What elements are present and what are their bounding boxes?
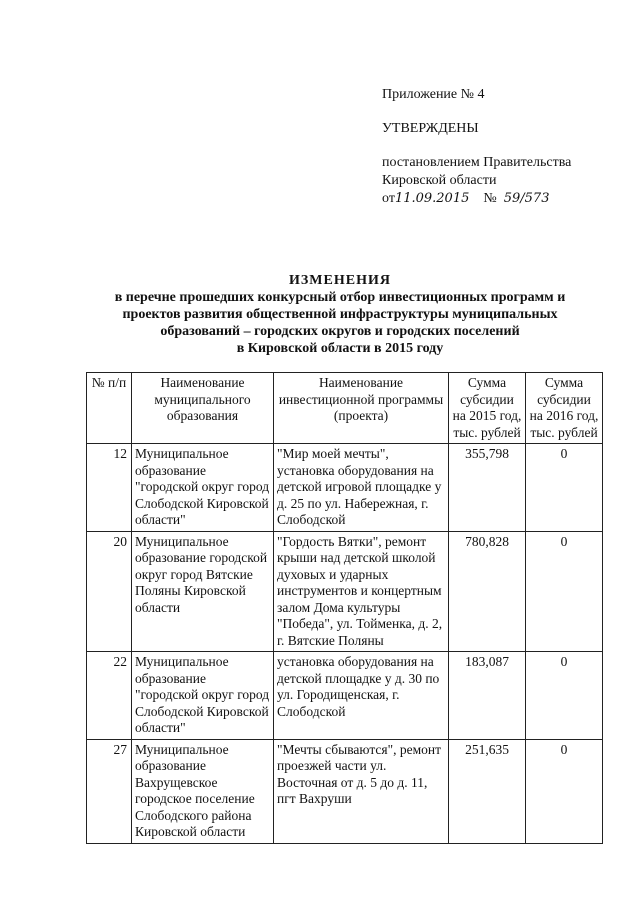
row-program: установка оборудования на детской площадке у д. 30 по ул. Городищенская, г. Слободской [274,652,449,740]
approved-label: УТВЕРЖДЕНЫ [382,121,479,136]
changes-table [86,372,603,844]
table-header-row [87,373,603,444]
col-header-number: № п/п [87,373,132,444]
date-prefix: от [382,191,395,206]
row-sum-2016: 0 [526,444,603,532]
row-program: "Гордость Вятки", ремонт крыши над детской школой духовых и ударных инструментов и концертным залом Дома культуры "Победа", ул. Тойменка, д. 2, г. Вятские Поляны [274,531,449,652]
title-line-4: в Кировской области в 2015 году [236,341,444,356]
row-sum-2015: 251,635 [449,739,526,843]
row-municipality: Муниципальное образование "городской округ город Слободской Кировской области" [132,444,274,532]
row-sum-2016: 0 [526,739,603,843]
row-number: 27 [87,739,132,843]
title-line-2: проектов развития общественной инфраструктуры муниципальных [122,307,558,322]
handwritten-date: 11.09.2015 [394,191,470,206]
table-row [87,444,603,532]
col-header-sum-2016: Сумма субсидии на 2016 год, тыс. рублей [526,373,603,444]
row-municipality: Муниципальное образование городской округ город Вятские Поляны Кировской области [132,531,274,652]
table-row [87,652,603,740]
title-main: ИЗМЕНЕНИЯ [289,273,391,288]
col-header-municipality: Наименование муниципального образования [132,373,274,444]
approval-header [382,86,632,208]
title-line-3: образований – городских округов и городских поселений [160,324,520,339]
approved-by-line-1: постановлением Правительства [382,155,572,170]
row-sum-2015: 780,828 [449,531,526,652]
row-number: 20 [87,531,132,652]
row-municipality: Муниципальное образование Вахрущевское городское поселение Слободского района Кировской области [132,739,274,843]
row-sum-2015: 355,798 [449,444,526,532]
handwritten-number: 59/573 [503,191,550,206]
row-program: "Мечты сбываются", ремонт проезжей части ул. Восточная от д. 5 до д. 11, пгт Вахруши [274,739,449,843]
col-header-sum-2015: Сумма субсидии на 2015 год, тыс. рублей [449,373,526,444]
approved-by-line-2: Кировской области [382,173,497,188]
col-header-program: Наименование инвестиционной программы (проекта) [274,373,449,444]
table-row [87,739,603,843]
row-program: "Мир моей мечты", установка оборудования на детской игровой площадке у д. 25 по ул. Набережная, г. Слободской [274,444,449,532]
title-line-1: в перечне прошедших конкурсный отбор инвестиционных программ и [114,290,566,305]
row-number: 22 [87,652,132,740]
row-sum-2016: 0 [526,531,603,652]
row-sum-2015: 183,087 [449,652,526,740]
table-row [87,531,603,652]
decree-date-number [382,190,632,208]
row-number: 12 [87,444,132,532]
document-title [60,272,620,357]
row-municipality: Муниципальное образование "городской округ город Слободской Кировской области" [132,652,274,740]
number-prefix: № [483,191,497,206]
appendix-label: Приложение № 4 [382,87,485,102]
row-sum-2016: 0 [526,652,603,740]
